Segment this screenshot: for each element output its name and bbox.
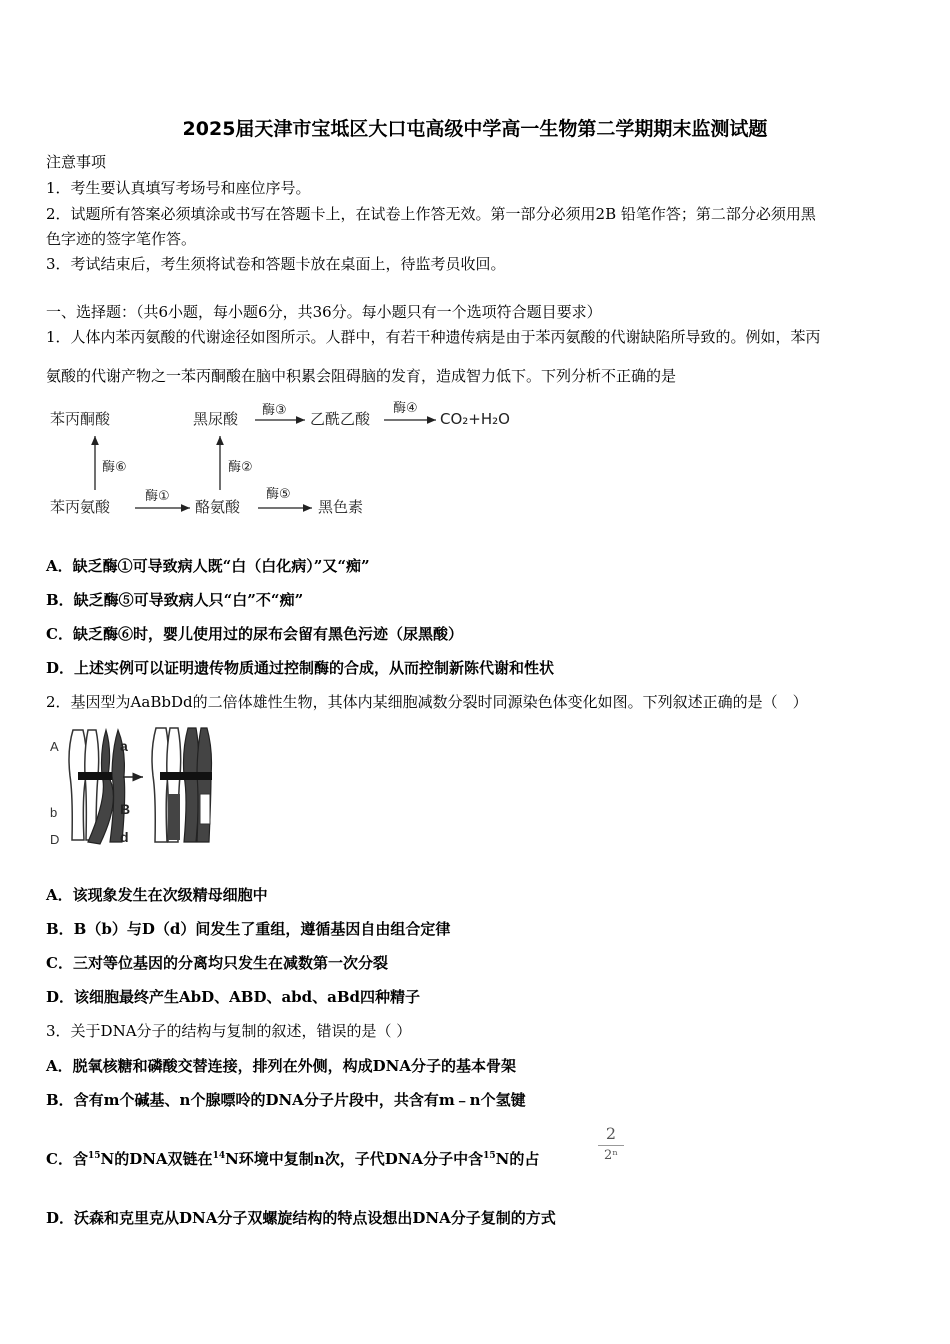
acetoacetate-label: 乙酰乙酸 xyxy=(310,410,371,428)
chromosome-crossover-diagram xyxy=(48,722,218,852)
q1-option-b[interactable]: B．缺乏酶⑤可导致病人只“白”不“痴” xyxy=(46,591,304,609)
notice-item-2-cont: 色字迹的签字笔作答。 xyxy=(46,230,197,248)
melanin-label: 黑色素 xyxy=(318,498,364,516)
q2-option-a[interactable]: A．该现象发生在次级精母细胞中 xyxy=(46,886,268,904)
page-title: 2025届天津市宝坻区大口屯高级中学高一生物第二学期期末监测试题 xyxy=(182,118,768,140)
q3-c-sup-2: 14 xyxy=(212,1151,226,1161)
crossover-segment xyxy=(168,794,180,840)
notice-item-2: 2．试题所有答案必须填涂或书写在答题卡上，在试卷上作答无效。第一部分必须用2B 铅笔作答；第二部分必须用黑 xyxy=(46,205,816,223)
chromosome-after-1 xyxy=(152,728,169,842)
q3-c-prefix: C．含 xyxy=(46,1150,88,1168)
q3-c-suffix: N的占 xyxy=(495,1150,540,1168)
gene-label-D: D xyxy=(50,832,60,847)
q3-c-mid-1: N的DNA双链在 xyxy=(100,1150,213,1168)
phenylalanine-label: 苯丙氨酸 xyxy=(50,498,111,516)
q1-option-d[interactable]: D．上述实例可以证明遗传物质通过控制酶的合成，从而控制新陈代谢和性状 xyxy=(46,659,555,677)
q2-option-d[interactable]: D．该细胞最终产生AbD、ABD、abd、aBd四种精子 xyxy=(46,988,421,1006)
q1-option-c[interactable]: C．缺乏酶⑥时，婴儿使用过的尿布会留有黑色污迹（尿黑酸） xyxy=(46,625,463,643)
enzyme-5-label: 酶⑤ xyxy=(266,487,291,502)
gene-label-a: a xyxy=(120,738,128,754)
enzyme-4-label: 酶④ xyxy=(393,401,418,416)
phenylpyruvate-label: 苯丙酮酸 xyxy=(50,410,111,428)
enzyme-2-label: 酶② xyxy=(228,460,253,475)
chromosome-after-3 xyxy=(184,728,199,842)
q1-stem-1: 1．人体内苯丙氨酸的代谢途径如图所示。人群中，有若干种遗传病是由于苯丙氨酸的代谢缺陷所导致的。例如，苯丙 xyxy=(46,328,821,346)
homogentisate-label: 黑尿酸 xyxy=(193,410,239,428)
q3-stem: 3．关于DNA分子的结构与复制的叙述，错误的是（ ） xyxy=(46,1022,412,1040)
gene-label-b: b xyxy=(50,805,58,820)
centromere-after xyxy=(160,772,212,780)
q3-c-sup-3: 15 xyxy=(483,1151,496,1161)
crossover-segment-light xyxy=(200,794,210,824)
q3-c-fraction xyxy=(598,1124,624,1163)
q3-option-a[interactable]: A．脱氧核糖和磷酸交替连接，排列在外侧，构成DNA分子的基本骨架 xyxy=(46,1057,516,1075)
notice-heading: 注意事项 xyxy=(46,153,107,171)
chromosome-left-1 xyxy=(69,730,87,840)
gene-label-B: B xyxy=(120,801,131,817)
fraction-numerator: 2 xyxy=(598,1124,624,1146)
products-label: CO₂+H₂O xyxy=(440,410,510,428)
tyrosine-label: 酪氨酸 xyxy=(195,498,241,516)
gene-label-d: d xyxy=(120,829,129,845)
q2-option-b[interactable]: B．B（b）与D（d）间发生了重组，遵循基因自由组合定律 xyxy=(46,920,451,938)
enzyme-3-label: 酶③ xyxy=(262,403,287,418)
q1-option-a[interactable]: A．缺乏酶①可导致病人既“白（白化病）”又“痴” xyxy=(46,557,370,575)
q1-stem-2: 氨酸的代谢产物之一苯丙酮酸在脑中积累会阻碍脑的发育，造成智力低下。下列分析不正确的是 xyxy=(46,367,677,385)
enzyme-6-label: 酶⑥ xyxy=(102,460,127,475)
gene-label-A: A xyxy=(50,739,59,754)
q3-c-sup-1: 15 xyxy=(87,1151,101,1161)
metabolic-pathway-diagram xyxy=(50,398,530,523)
q3-option-c[interactable] xyxy=(46,1149,539,1169)
q2-stem: 2．基因型为AaBbDd的二倍体雄性生物，其体内某细胞减数分裂时同源染色体变化如图。下列叙述正确的是（ ） xyxy=(46,693,808,711)
centromere-before xyxy=(78,772,112,780)
q3-option-d[interactable]: D．沃森和克里克从DNA分子双螺旋结构的特点设想出DNA分子复制的方式 xyxy=(46,1209,556,1227)
q2-option-c[interactable]: C．三对等位基因的分离均只发生在减数第一次分裂 xyxy=(46,954,388,972)
section-heading: 一、选择题：（共6小题，每小题6分，共36分。每小题只有一个选项符合题目要求） xyxy=(46,303,602,321)
q3-c-mid-2: N环境中复制n次，子代DNA分子中含 xyxy=(225,1150,484,1168)
chromosome-after-4 xyxy=(197,728,212,842)
notice-item-1: 1．考生要认真填写考场号和座位序号。 xyxy=(46,179,311,197)
q3-option-b[interactable]: B．含有m个碱基、n个腺嘌呤的DNA分子片段中，共含有m﹣n个氢键 xyxy=(46,1091,526,1109)
notice-item-3: 3．考试结束后，考生须将试卷和答题卡放在桌面上，待监考员收回。 xyxy=(46,255,506,273)
enzyme-1-label: 酶① xyxy=(145,489,170,504)
fraction-denominator: 2ⁿ xyxy=(604,1148,618,1163)
